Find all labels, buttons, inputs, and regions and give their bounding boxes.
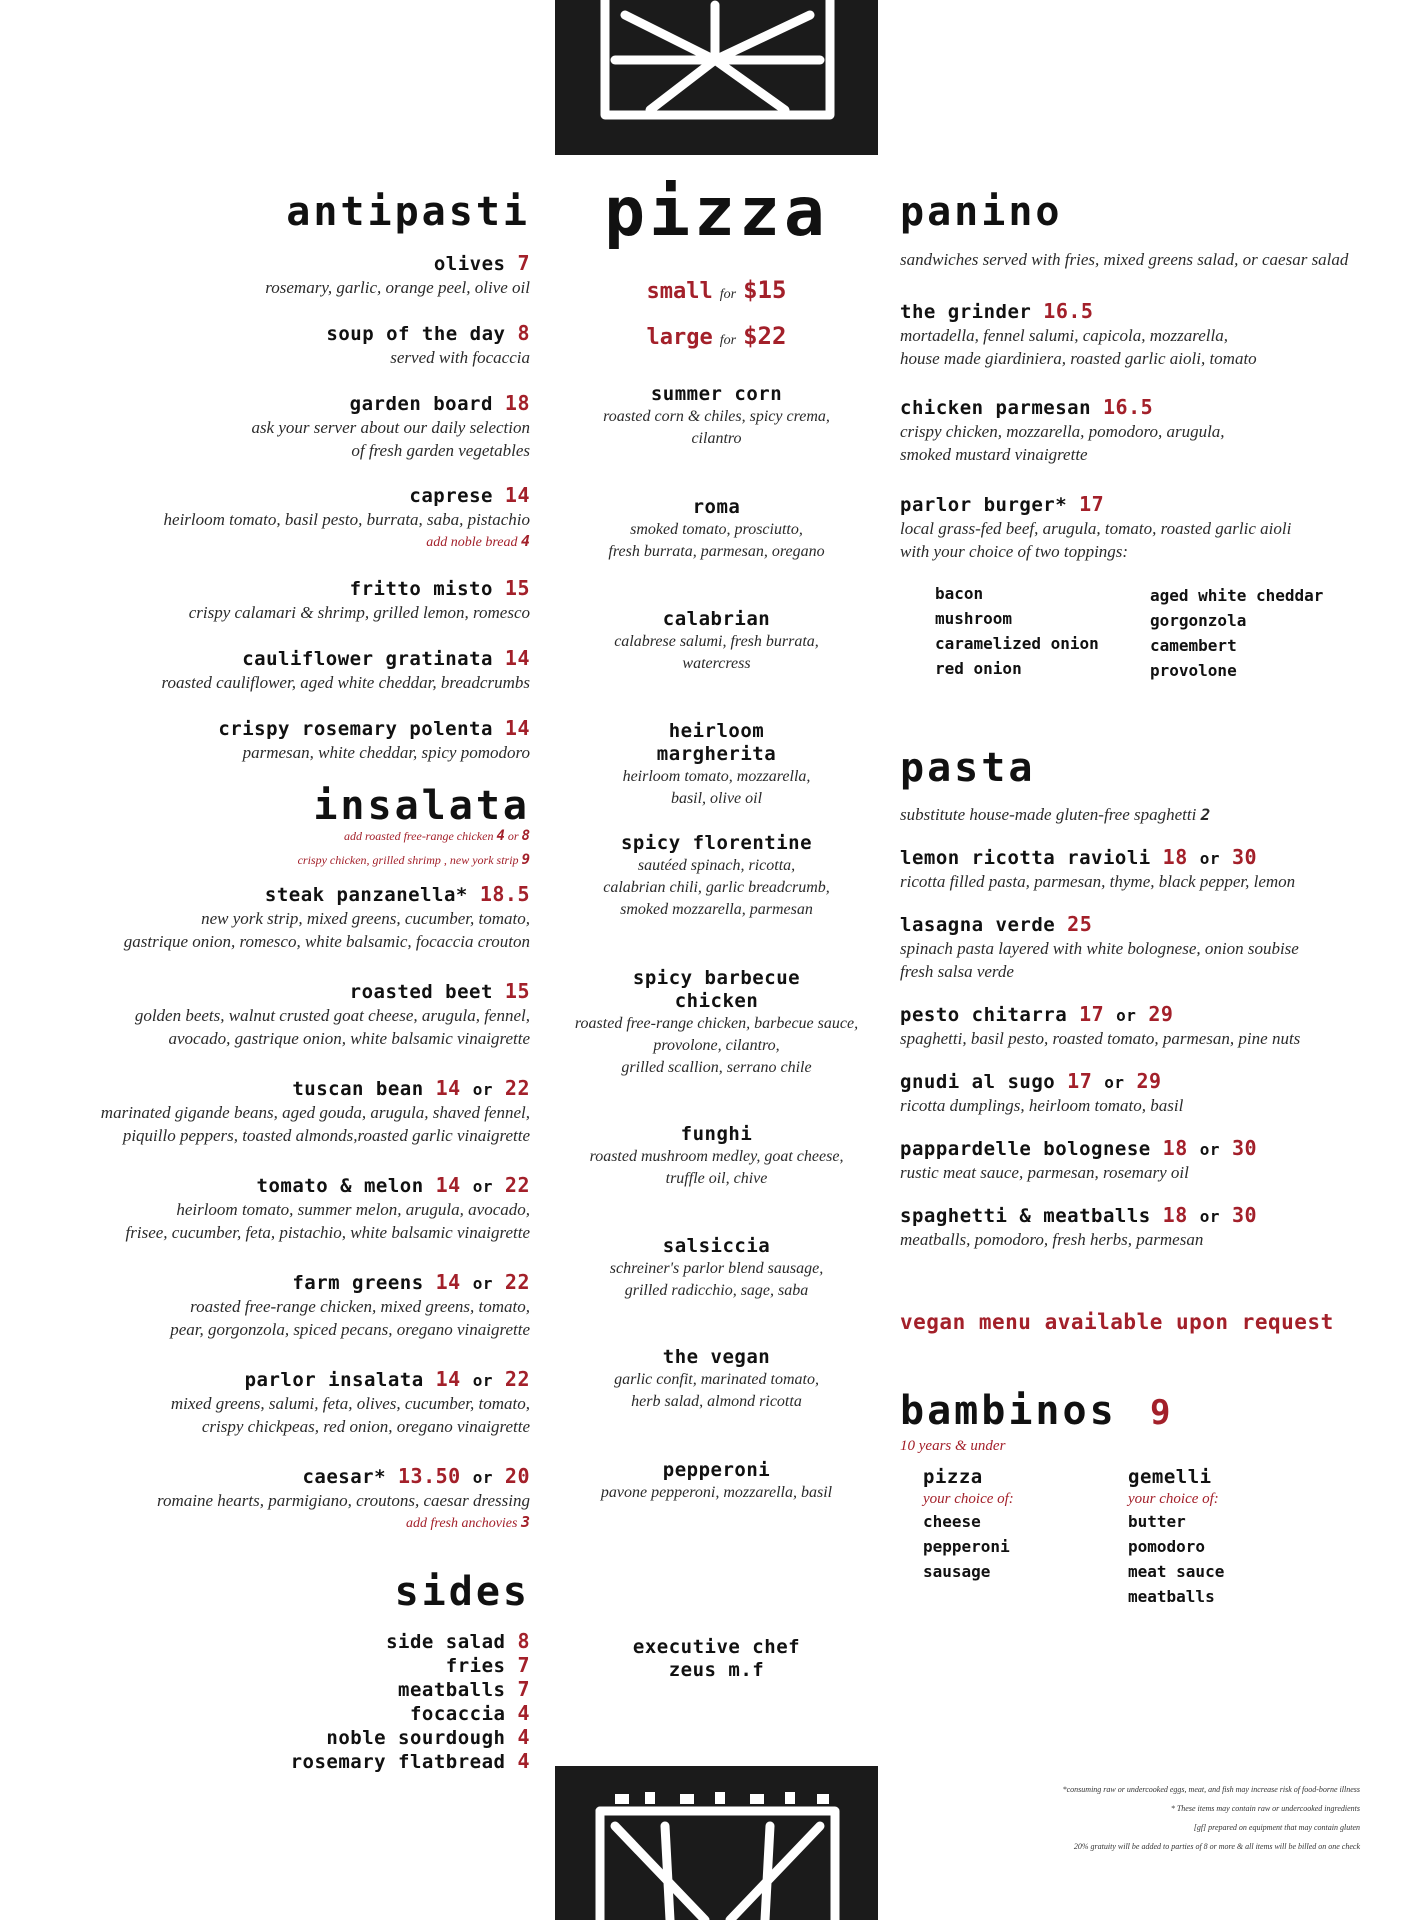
pasta-item	[900, 846, 1380, 893]
insalata-item	[40, 1271, 530, 1341]
insalata-item	[40, 1368, 530, 1438]
pizza-large-price: large for $22	[646, 322, 787, 350]
sides-item-price: 7	[517, 1653, 530, 1677]
antipasti-price: 15	[504, 576, 530, 600]
pizza-item-desc: basil, olive oil	[670, 790, 763, 807]
insalata-title: insalata	[313, 783, 530, 829]
insalata-name-line	[40, 980, 530, 1004]
pizza-item-desc: sautéed spinach, ricotta,	[637, 857, 796, 874]
panino-subtitle: sandwiches served with fries, mixed greens salad, or caesar salad	[900, 250, 1349, 269]
insalata-note-proteins	[40, 850, 530, 870]
pasta-price: 17	[1079, 1002, 1105, 1026]
pizza-item-name: margherita	[656, 743, 777, 765]
pizza-item-desc: roasted free-range chicken, barbecue sauce,	[574, 1015, 859, 1032]
antipasti-name-line	[40, 322, 530, 346]
burger-topping: bacon	[935, 584, 984, 603]
pizza-item-name: calabrian	[662, 608, 771, 630]
insalata-desc: roasted free-range chicken, mixed greens, tomato,	[190, 1297, 530, 1316]
pasta-price: 17	[1067, 1069, 1093, 1093]
pizza-item-name: the vegan	[662, 1346, 771, 1368]
pizza-item-desc: smoked mozzarella, parmesan	[620, 901, 813, 918]
pizza-item-desc: watercress	[682, 655, 751, 672]
panino-section	[900, 190, 1380, 271]
footnote: [gf] prepared on equipment that may contain gluten	[1193, 1823, 1360, 1832]
antipasti-desc: roasted cauliflower, aged white cheddar, breadcrumbs	[161, 673, 530, 692]
sides-item	[40, 1630, 530, 1654]
pasta-desc: fresh salsa verde	[900, 962, 1014, 981]
burger-topping: mushroom	[935, 609, 1013, 628]
insalata-name-line	[40, 1077, 530, 1101]
pizza-item	[555, 832, 878, 921]
antipasti-item	[40, 717, 530, 764]
footnote: * These items may contain raw or undercooked ingredients	[1170, 1804, 1360, 1813]
antipasti-name: soup of the day	[326, 323, 506, 345]
insalata-name: tuscan bean	[292, 1078, 424, 1100]
footnotes	[890, 1780, 1360, 1856]
insalata-name-line	[40, 1368, 530, 1392]
insalata-price: 15	[504, 979, 530, 1003]
insalata-price: 14	[435, 1270, 461, 1294]
star-logo-bottom-icon	[555, 1766, 878, 1920]
footnote: 20% gratuity will be added to parties of 8 or more & all items will be billed on one check	[1073, 1842, 1360, 1851]
insalata-desc: romaine hearts, parmigiano, croutons, caesar dressing	[156, 1491, 530, 1510]
pasta-name: spaghetti & meatballs	[900, 1205, 1151, 1227]
pasta-name-line	[900, 913, 1380, 937]
bambinos-pizza-name: pizza	[923, 1466, 983, 1488]
insalata-name-line	[40, 1174, 530, 1198]
antipasti-name-line	[40, 392, 530, 416]
bambinos-pizza-option: cheese	[923, 1512, 981, 1531]
antipasti-name-line	[40, 252, 530, 276]
pasta-price: 25	[1067, 912, 1093, 936]
insalata-note-chicken-label: add roasted free-range chicken	[344, 829, 494, 843]
pizza-item-desc: fresh burrata, parmesan, oregano	[608, 543, 825, 560]
panino-price: 16.5	[1102, 395, 1154, 419]
panino-name-line	[900, 493, 1380, 517]
bambinos-gemelli-option: meatballs	[1128, 1587, 1215, 1606]
burger-topping: aged white cheddar	[1150, 586, 1324, 605]
pasta-name-line	[900, 1003, 1380, 1027]
pizza-item	[555, 1235, 878, 1302]
antipasti-name-line	[40, 577, 530, 601]
sides-item-name: fries	[445, 1655, 506, 1677]
pizza-item-name: spicy florentine	[620, 832, 813, 854]
pizza-item-desc: cilantro	[691, 430, 742, 447]
panino-name: chicken parmesan	[900, 397, 1092, 419]
insalata-name-line	[40, 1271, 530, 1295]
pasta-item	[900, 1070, 1380, 1117]
insalata-desc: avocado, gastrique onion, white balsamic vinaigrette	[168, 1029, 530, 1048]
pizza-item-desc: calabrese salumi, fresh burrata,	[614, 633, 819, 650]
panino-price: 17	[1079, 492, 1105, 516]
bambinos-gemelli-name: gemelli	[1128, 1466, 1212, 1488]
insalata-desc: marinated gigande beans, aged gouda, arugula, shaved fennel,	[100, 1103, 530, 1122]
insalata-item	[40, 980, 530, 1050]
antipasti-item	[40, 392, 530, 462]
burger-toppings-left	[935, 581, 1099, 681]
pizza-item-name: salsiccia	[662, 1235, 771, 1257]
sides-item	[40, 1702, 530, 1726]
antipasti-price: 14	[504, 483, 530, 507]
pizza-item-desc: smoked tomato, prosciutto,	[630, 521, 803, 538]
panino-item	[900, 493, 1380, 563]
pasta-name-line	[900, 1204, 1380, 1228]
panino-name-line	[900, 300, 1380, 324]
antipasti-price: 18	[504, 391, 530, 415]
pasta-desc: spaghetti, basil pesto, roasted tomato, parmesan, pine nuts	[900, 1029, 1301, 1048]
bambinos-pizza-choice: your choice of:	[923, 1491, 1014, 1507]
bambinos-gemelli-option: meat sauce	[1128, 1562, 1225, 1581]
insalata-or: or	[472, 1468, 493, 1487]
sides-item	[40, 1678, 530, 1702]
insalata-desc: frisee, cucumber, feta, pistachio, white balsamic vinaigrette	[125, 1223, 530, 1242]
sides-item	[40, 1654, 530, 1678]
bambinos-gemelli	[1128, 1466, 1224, 1609]
antipasti-name: fritto misto	[349, 578, 493, 600]
insalata-price-alt: 20	[504, 1464, 530, 1488]
insalata-addon	[40, 1512, 530, 1534]
panino-item	[900, 300, 1380, 370]
pasta-price-alt: 30	[1231, 1203, 1258, 1227]
pasta-or: or	[1199, 1140, 1220, 1159]
panino-desc: crispy chicken, mozzarella, pomodoro, arugula,	[900, 422, 1225, 441]
pasta-desc: ricotta filled pasta, parmesan, thyme, black pepper, lemon	[900, 872, 1296, 891]
sides-item-price: 4	[517, 1701, 530, 1725]
pasta-desc: spinach pasta layered with white bolognese, onion soubise	[900, 939, 1299, 958]
pizza-item	[555, 1459, 878, 1504]
antipasti-desc: heirloom tomato, basil pesto, burrata, saba, pistachio	[163, 510, 530, 529]
sides-item-name: rosemary flatbread	[290, 1751, 506, 1773]
bambinos-pizza	[900, 1466, 1128, 1609]
bambinos-subtitle: 10 years & under	[900, 1438, 1006, 1454]
chef-line-1: executive chef	[632, 1636, 801, 1658]
antipasti-price: 7	[517, 251, 530, 275]
burger-topping: gorgonzola	[1150, 611, 1247, 630]
panino-desc: house made giardiniera, roasted garlic aioli, tomato	[900, 349, 1257, 368]
antipasti-item	[40, 252, 530, 299]
insalata-desc: piquillo peppers, toasted almonds,roasted garlic vinaigrette	[122, 1126, 530, 1145]
insalata-addon-label: add fresh anchovies	[406, 1516, 518, 1531]
insalata-item	[40, 883, 530, 953]
panino-desc: mortadella, fennel salumi, capicola, mozzarella,	[900, 326, 1229, 345]
insalata-price-alt: 22	[504, 1173, 530, 1197]
pizza-item	[555, 608, 878, 675]
insalata-desc: gastrique onion, romesco, white balsamic, focaccia crouton	[123, 932, 530, 951]
pizza-item	[555, 496, 878, 563]
sides-item	[40, 1726, 530, 1750]
insalata-or: or	[472, 1371, 493, 1390]
panino-item	[900, 396, 1380, 466]
insalata-or: or	[472, 1274, 493, 1293]
insalata-item	[40, 1465, 530, 1534]
pasta-desc: rustic meat sauce, parmesan, rosemary oil	[900, 1163, 1189, 1182]
insalata-note-price: 4	[496, 828, 505, 844]
chef-line-2: zeus m.f	[668, 1659, 765, 1681]
antipasti-desc: served with focaccia	[390, 348, 530, 367]
pizza-item	[555, 1346, 878, 1413]
pizza-item-desc: garlic confit, marinated tomato,	[614, 1371, 819, 1388]
pizza-item-name: roma	[692, 496, 741, 518]
pizza-item-desc: heirloom tomato, mozzarella,	[622, 768, 811, 785]
antipasti-name: crispy rosemary polenta	[218, 718, 493, 740]
sides-item-name: noble sourdough	[326, 1727, 506, 1749]
antipasti-name: garden board	[349, 393, 493, 415]
antipasti-item	[40, 322, 530, 369]
pasta-item	[900, 1204, 1380, 1251]
insalata-or: or	[472, 1080, 493, 1099]
pasta-subtitle	[900, 803, 1380, 826]
pasta-or: or	[1199, 849, 1220, 868]
pasta-price-alt: 30	[1231, 1136, 1258, 1160]
logo-top	[555, 0, 878, 155]
insalata-price: 14	[435, 1173, 461, 1197]
pasta-name-line	[900, 1070, 1380, 1094]
pasta-price: 18	[1162, 845, 1188, 869]
bambinos-pizza-option: pepperoni	[923, 1537, 1010, 1556]
pasta-title: pasta	[900, 745, 1036, 791]
pasta-name-line	[900, 846, 1380, 870]
pizza-small-price: small for $15	[646, 276, 787, 304]
antipasti-item	[40, 647, 530, 694]
pasta-name: lasagna verde	[900, 914, 1056, 936]
insalata-price-alt: 22	[504, 1367, 530, 1391]
bambinos-price: 9	[1150, 1393, 1171, 1433]
sides-item-price: 4	[517, 1725, 530, 1749]
pasta-desc: meatballs, pomodoro, fresh herbs, parmesan	[900, 1230, 1204, 1249]
insalata-name: roasted beet	[349, 981, 493, 1003]
panino-name-line	[900, 396, 1380, 420]
bambinos-gemelli-choice: your choice of:	[1128, 1491, 1219, 1507]
insalata-name: caesar*	[302, 1466, 387, 1488]
pasta-item	[900, 1137, 1380, 1184]
antipasti-desc: crispy calamari & shrimp, grilled lemon, romesco	[188, 603, 530, 622]
antipasti-desc: ask your server about our daily selection	[251, 418, 530, 437]
insalata-price-alt: 22	[504, 1270, 530, 1294]
insalata-desc: crispy chickpeas, red onion, oregano vinaigrette	[201, 1417, 530, 1436]
insalata-name: parlor insalata	[244, 1369, 424, 1391]
antipasti-desc: of fresh garden vegetables	[351, 441, 530, 460]
insalata-price: 13.50	[398, 1464, 461, 1488]
pasta-or: or	[1199, 1207, 1220, 1226]
insalata-desc: golden beets, walnut crusted goat cheese, arugula, fennel,	[134, 1006, 530, 1025]
antipasti-name-line	[40, 484, 530, 508]
sides-title: sides	[394, 1569, 530, 1615]
pizza-item-desc: grilled scallion, serrano chile	[621, 1059, 812, 1076]
insalata-note-proteins-label: crispy chicken, grilled shrimp , new york strip	[297, 853, 519, 867]
insalata-name-line	[40, 883, 530, 907]
pasta-name: gnudi al sugo	[900, 1071, 1056, 1093]
antipasti-price: 8	[517, 321, 530, 345]
antipasti-desc: parmesan, white cheddar, spicy pomodoro	[242, 743, 530, 762]
pizza-item-desc: roasted mushroom medley, goat cheese,	[589, 1148, 844, 1165]
pasta-price-alt: 29	[1148, 1002, 1174, 1026]
vegan-note	[900, 1310, 1380, 1334]
panino-desc: local grass-fed beef, arugula, tomato, roasted garlic aioli	[900, 519, 1292, 538]
bambinos-gemelli-option: pomodoro	[1128, 1537, 1206, 1556]
pizza-item-desc: schreiner's parlor blend sausage,	[609, 1260, 824, 1277]
insalata-desc: new york strip, mixed greens, cucumber, tomato,	[201, 909, 530, 928]
pizza-title: pizza	[604, 173, 829, 252]
insalata-price-alt: 22	[504, 1076, 530, 1100]
pizza-item-desc: grilled radicchio, sage, saba	[624, 1282, 809, 1299]
pizza-item	[555, 383, 878, 450]
insalata-desc: pear, gorgonzola, spiced pecans, oregano vinaigrette	[170, 1320, 530, 1339]
pasta-item	[900, 913, 1380, 983]
pasta-item	[900, 1003, 1380, 1050]
insalata-name: steak panzanella*	[264, 884, 468, 906]
pizza-item-desc: truffle oil, chive	[665, 1170, 768, 1187]
antipasti-item	[40, 577, 530, 624]
insalata-note-price: 9	[521, 852, 530, 868]
sides-item-price: 8	[517, 1629, 530, 1653]
panino-price: 16.5	[1043, 299, 1094, 323]
vegan-note-text: vegan menu available upon request	[900, 1310, 1334, 1334]
insalata-desc: heirloom tomato, summer melon, arugula, avocado,	[176, 1200, 530, 1219]
pizza-item-name: summer corn	[650, 383, 783, 405]
pasta-price-alt: 29	[1136, 1069, 1162, 1093]
pizza-item-desc: provolone, cilantro,	[653, 1037, 780, 1054]
bambinos-pizza-option: sausage	[923, 1562, 991, 1581]
antipasti-desc: rosemary, garlic, orange peel, olive oil	[265, 278, 530, 297]
burger-toppings-right	[1150, 583, 1323, 683]
insalata-note-chicken	[40, 826, 530, 846]
antipasti-name-line	[40, 647, 530, 671]
pizza-item-desc: calabrian chili, garlic breadcrumb,	[603, 879, 830, 896]
panino-desc: smoked mustard vinaigrette	[900, 445, 1088, 464]
pasta-name: pappardelle bolognese	[900, 1138, 1151, 1160]
pasta-or: or	[1116, 1006, 1137, 1025]
pizza-item-name: heirloom	[668, 720, 765, 742]
pasta-subtitle-price: 2	[1200, 805, 1211, 824]
insalata-or: or	[472, 1177, 493, 1196]
panino-name: parlor burger*	[900, 494, 1068, 516]
antipasti-name: cauliflower gratinata	[242, 648, 493, 670]
sides-item-price: 7	[517, 1677, 530, 1701]
chef-credit	[555, 1636, 878, 1682]
insalata-desc: mixed greens, salumi, feta, olives, cucumber, tomato,	[170, 1394, 530, 1413]
insalata-name-line	[40, 1465, 530, 1489]
pasta-price: 18	[1162, 1136, 1188, 1160]
antipasti-title: antipasti	[286, 189, 530, 235]
pasta-subtitle-text: substitute house-made gluten-free spaghetti	[900, 805, 1197, 824]
insalata-price: 14	[435, 1076, 461, 1100]
sides-item	[40, 1750, 530, 1774]
burger-topping: red onion	[935, 659, 1022, 678]
insalata-name: tomato & melon	[256, 1175, 424, 1197]
antipasti-addon-label: add noble bread	[426, 535, 518, 550]
burger-topping: camembert	[1150, 636, 1237, 655]
pasta-name: pesto chitarra	[900, 1004, 1068, 1026]
insalata-price: 18.5	[479, 882, 530, 906]
pasta-price-alt: 30	[1231, 845, 1258, 869]
antipasti-item	[40, 484, 530, 553]
pasta-name-line	[900, 1137, 1380, 1161]
insalata-price: 14	[435, 1367, 461, 1391]
insalata-addon-price: 3	[520, 1513, 530, 1531]
antipasti-price: 14	[504, 646, 530, 670]
insalata-name: farm greens	[292, 1272, 424, 1294]
sides-item-name: side salad	[386, 1631, 506, 1653]
sides-item-name: focaccia	[409, 1703, 506, 1725]
insalata-item	[40, 1077, 530, 1147]
pizza-item-name: pepperoni	[662, 1459, 771, 1481]
pasta-name: lemon ricotta ravioli	[900, 847, 1151, 869]
pizza-item-desc: roasted corn & chiles, spicy crema,	[603, 408, 830, 425]
panino-name: the grinder	[900, 301, 1032, 323]
middle-column	[555, 173, 878, 350]
panino-desc: with your choice of two toppings:	[900, 542, 1129, 561]
antipasti-name-line	[40, 717, 530, 741]
antipasti-name: olives	[433, 253, 506, 275]
star-logo-icon	[555, 0, 878, 155]
antipasti-name: caprese	[409, 485, 493, 507]
bambinos-section	[900, 1388, 1380, 1609]
pasta-price: 18	[1162, 1203, 1188, 1227]
bambinos-gemelli-option: butter	[1128, 1512, 1186, 1531]
burger-topping: caramelized onion	[935, 634, 1099, 653]
insalata-note-or: or	[507, 829, 519, 843]
pizza-item	[555, 967, 878, 1079]
antipasti-addon-price: 4	[520, 532, 530, 550]
insalata-note-price: 8	[521, 828, 530, 844]
pasta-desc: ricotta dumplings, heirloom tomato, basil	[900, 1096, 1184, 1115]
pizza-item-name: chicken	[674, 990, 759, 1012]
burger-topping: provolone	[1150, 661, 1237, 680]
pizza-item	[555, 720, 878, 810]
logo-bottom	[555, 1766, 878, 1920]
antipasti-price: 14	[504, 716, 530, 740]
pizza-item	[555, 1123, 878, 1190]
footnote: *consuming raw or undercooked eggs, meat, and fish may increase risk of food-borne illness	[1062, 1785, 1360, 1794]
pizza-item-desc: herb salad, almond ricotta	[631, 1393, 802, 1410]
pizza-item-name: spicy barbecue	[632, 967, 801, 989]
panino-title: panino	[900, 189, 1063, 235]
insalata-item	[40, 1174, 530, 1244]
pasta-or: or	[1104, 1073, 1125, 1092]
sides-item-price: 4	[517, 1749, 530, 1773]
antipasti-addon	[40, 531, 530, 553]
pizza-item-desc: pavone pepperoni, mozzarella, basil	[600, 1484, 833, 1501]
bambinos-title: bambinos	[900, 1388, 1117, 1434]
sides-item-name: meatballs	[398, 1679, 506, 1701]
pizza-item-name: funghi	[680, 1123, 753, 1145]
